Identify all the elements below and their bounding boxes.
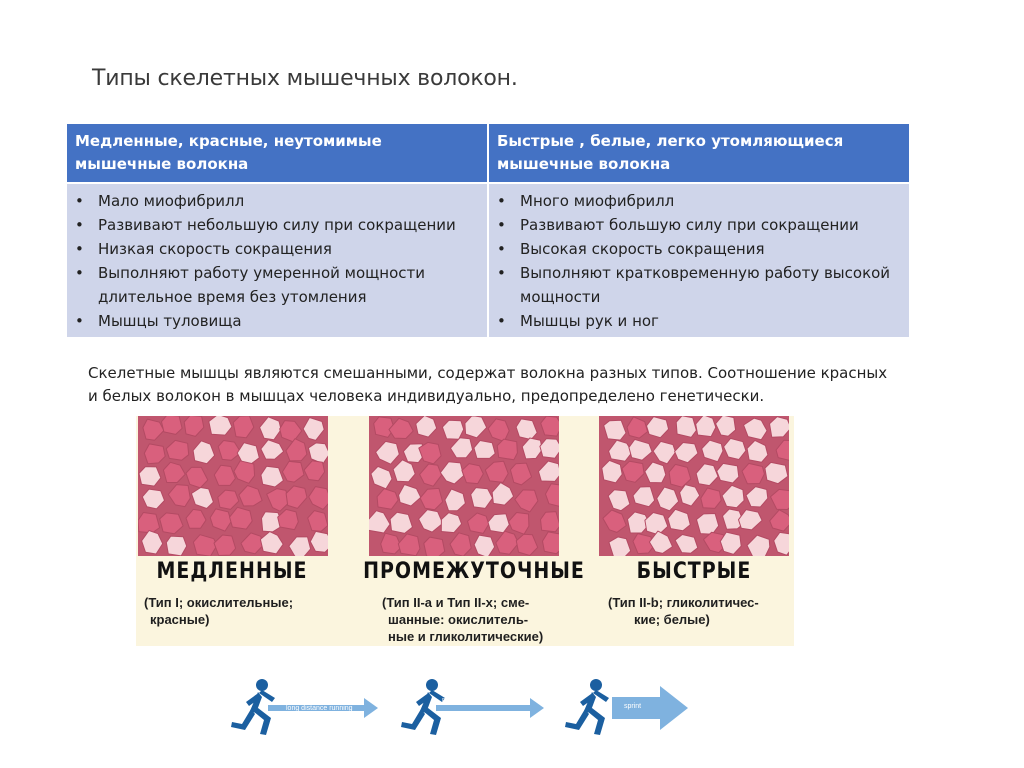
table-header-row bbox=[67, 124, 909, 183]
subtitle-line: кие; белые) bbox=[634, 612, 710, 627]
muscle-fiber bbox=[604, 420, 626, 440]
subtitle-line: (Тип II-a и Тип II-x; сме- bbox=[382, 595, 530, 610]
intermediate-fiber-cross-section bbox=[369, 416, 559, 556]
slow-fiber-label: МЕДЛЕННЫЕ bbox=[156, 558, 308, 584]
list-item: • Мышцы туловища bbox=[75, 309, 479, 333]
list-item: • Низкая скорость сокращения bbox=[75, 237, 479, 261]
fiber-types-panel bbox=[136, 416, 794, 646]
subtitle-line: ные и гликолитические) bbox=[388, 629, 544, 644]
subtitle-line: шанные: окислитель- bbox=[388, 612, 529, 627]
intermediate-fiber-description bbox=[382, 594, 543, 645]
muscle-fiber bbox=[497, 439, 517, 460]
subtitle-line: красные) bbox=[150, 612, 210, 627]
slow-fibers-list bbox=[75, 189, 479, 333]
muscle-fiber bbox=[162, 416, 183, 434]
list-item: • Много миофибрилл bbox=[497, 189, 901, 213]
subtitle-line: (Тип II-b; гликолитичес- bbox=[608, 595, 759, 610]
table-body-row bbox=[67, 183, 909, 337]
slow-fibers-cell bbox=[67, 183, 488, 337]
header-slow-fibers: Медленные, красные, неутомимые мышечные волокна bbox=[67, 124, 488, 183]
fiber-comparison-table bbox=[67, 124, 909, 337]
muscle-fiber bbox=[390, 512, 412, 533]
middle-distance-label: middle distance running bbox=[442, 697, 516, 704]
description-paragraph: Скелетные мышцы являются смешанными, содержат волокна разных типов. Соотношение красных и белых волокон в мышцах человека индивидуально, предопределено генетически. bbox=[88, 364, 888, 405]
subtitle-line: (Тип I; окислительные; bbox=[144, 595, 294, 610]
list-item: • Развивают большую силу при сокращении bbox=[497, 213, 901, 237]
muscle-fiber bbox=[424, 537, 445, 556]
runner-icon bbox=[562, 678, 614, 738]
muscle-fiber bbox=[442, 420, 463, 439]
muscle-fiber bbox=[717, 463, 739, 483]
running-types-row bbox=[228, 672, 698, 742]
slow-fiber-description bbox=[144, 594, 293, 628]
list-item: • Высокая скорость сокращения bbox=[497, 237, 901, 261]
muscle-fiber bbox=[138, 513, 160, 533]
header-fast-fibers: Быстрые , белые, легко утомляющиеся мышечные волокна bbox=[488, 124, 909, 183]
fast-fibers-list bbox=[497, 189, 901, 333]
list-item: • Мышцы рук и ног bbox=[497, 309, 901, 333]
intermediate-fiber-label: ПРОМЕЖУТОЧНЫЕ bbox=[363, 558, 585, 584]
fast-fibers-cell bbox=[488, 183, 909, 337]
list-item: • Мало миофибрилл bbox=[75, 189, 479, 213]
muscle-fiber bbox=[676, 416, 696, 437]
long-distance-label: long distance running bbox=[286, 705, 353, 712]
list-item: • Выполняют работу умеренной мощности длительное время без утомления bbox=[75, 261, 479, 309]
slow-fiber-cross-section bbox=[138, 416, 328, 556]
page-title: Типы скелетных мышечных волокон. bbox=[92, 66, 518, 91]
fast-fiber-description bbox=[608, 594, 759, 628]
list-item: • Развивают небольшую силу при сокращении bbox=[75, 213, 479, 237]
fast-fiber-label: БЫСТРЫЕ bbox=[636, 558, 752, 584]
sprint-label: sprint bbox=[624, 703, 642, 710]
fast-fiber-cross-section bbox=[599, 416, 789, 556]
list-item: • Выполняют кратковременную работу высокой мощности bbox=[497, 261, 901, 309]
